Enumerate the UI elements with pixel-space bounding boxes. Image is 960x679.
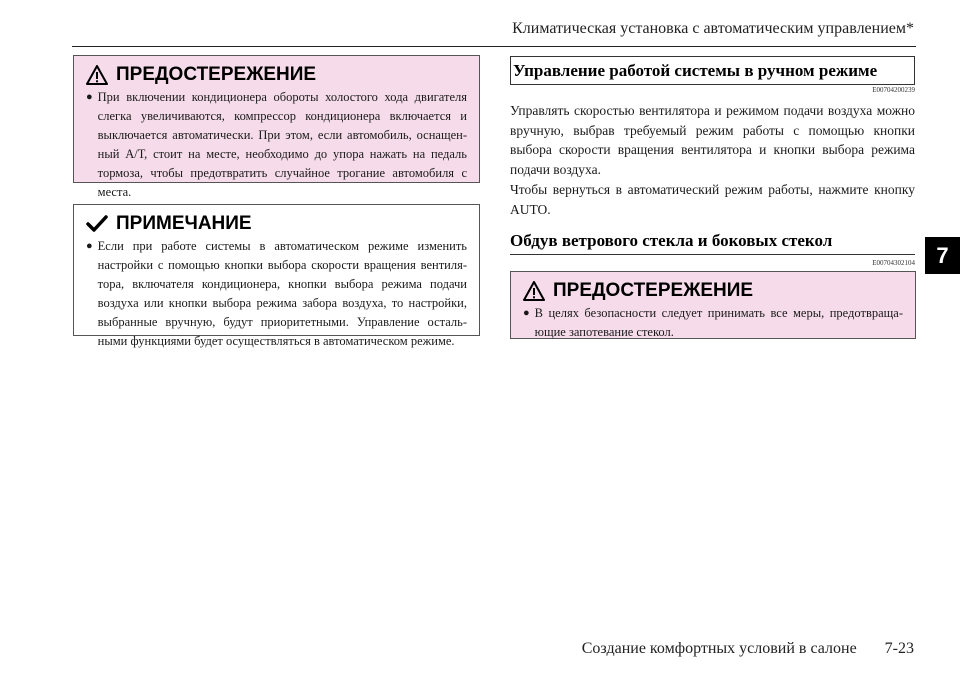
section-heading-manual: Управление работой системы в ручном режиме: [510, 56, 915, 85]
warning-box-right: [510, 271, 916, 339]
list-item-text: В целях безопасности следует принимать все меры, предотвраща-ющие запотевание стекол.: [534, 306, 903, 339]
list-item: [86, 88, 467, 202]
section-code: E00704200239: [872, 86, 915, 94]
note-box-left: [73, 204, 480, 348]
paragraph: Чтобы вернуться в автоматический режим работы, нажмите кнопку AUTO.: [510, 182, 915, 217]
bullet-icon: ●: [86, 91, 93, 103]
warning-title: ПРЕДОСТЕРЕЖЕНИЕ: [553, 280, 754, 301]
chapter-tab: 7: [925, 237, 960, 274]
list-item: [523, 304, 903, 342]
paragraph: Управлять скоростью вентилятора и режимом подачи воздуха можно вручную, выбрав требуемый режим работы с помощью кнопки выбора скорости вращения вентилятора и кнопки выбора режима подачи воздуха.: [510, 103, 915, 177]
warning-triangle-icon: [523, 281, 545, 301]
list-item: [86, 237, 467, 351]
footer-section-title: Создание комфортных условий в салоне: [581, 640, 857, 657]
section-code: E00704302104: [872, 259, 915, 267]
warning-header: [511, 272, 915, 304]
list-item-text: Если при работе системы в автоматическом режиме изменить настройки с помощью кнопки выбора скорости вращения вентиля-тора, включателя кондиционера, кнопки выбора режима подачи воздуха или кнопки выбора режима забора воздуха, то настройки, выбранные вручную, будут приоритетными. Управление осталь-ными функциями будет осуществляться в автоматическом режиме.: [97, 239, 467, 348]
warning-title: ПРЕДОСТЕРЕЖЕНИЕ: [116, 64, 317, 85]
warning-header: [74, 56, 479, 88]
note-header: [74, 205, 479, 237]
bullet-icon: ●: [523, 307, 530, 319]
note-title: ПРИМЕЧАНИЕ: [116, 213, 252, 234]
page-footer: [582, 640, 914, 658]
warning-triangle-icon: [86, 65, 108, 85]
section-heading-defog: Обдув ветрового стекла и боковых стекол: [510, 231, 915, 255]
checkmark-icon: [86, 215, 108, 233]
page-number: 7-23: [884, 640, 914, 657]
list-item-text: При включении кондиционера обороты холостого хода двигателя слегка увеличиваются, компрессор кондиционера включается и выключается автоматически. При этом, если автомобиль, оснащен-ный А/Т, стоит на месте, необходимо до упора нажать на педаль тормоза, чтобы предотвратить случайное трогание автомобиля с места.: [97, 90, 467, 199]
running-header: Климатическая установка с автоматическим управлением*: [512, 20, 914, 37]
header-rule: [72, 46, 916, 47]
bullet-icon: ●: [86, 240, 93, 252]
warning-box-left: [73, 55, 480, 199]
